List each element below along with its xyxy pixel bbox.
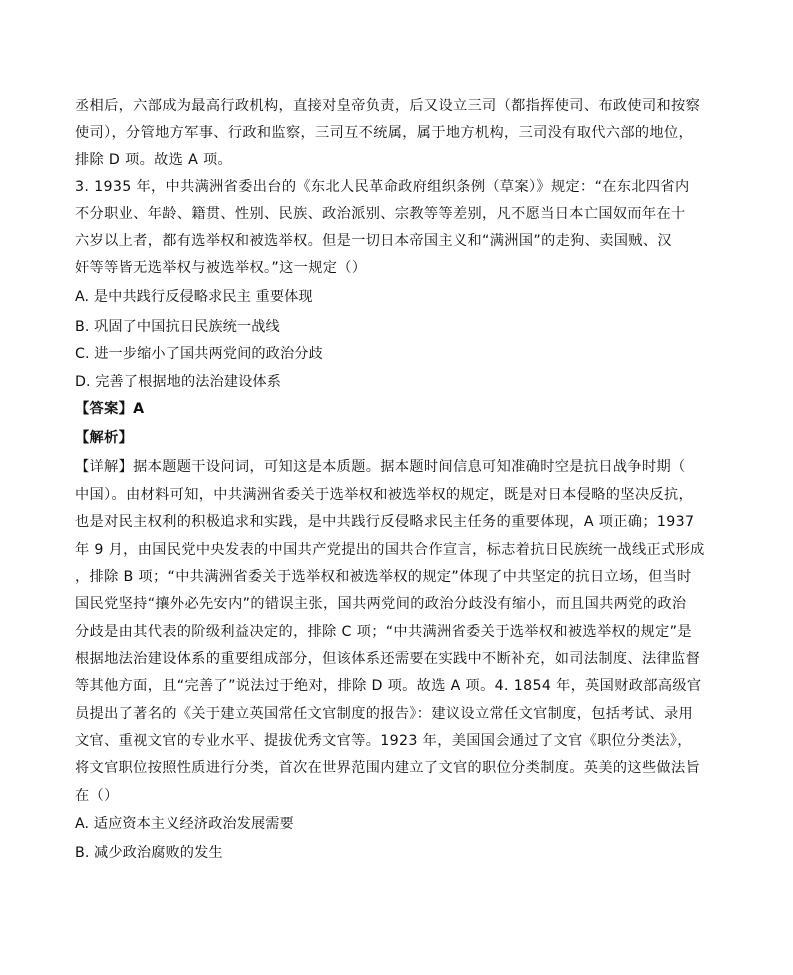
option-b: B. 巩固了中国抗日民族统一战线 [75, 319, 280, 335]
question-4-stem: 员提出了著名的《关于建立英国常任文官制度的报告》：建议设立常任文官制度，包括考试、录用 [75, 706, 694, 722]
analysis-text: 中国）。由材料可知，中共满洲省委关于选举权和被选举权的规定，既是对日本侵略的坚决反抗， [75, 487, 694, 503]
analysis-text: 国民党坚持“攘外必先安内”的错误主张，国共两党间的政治分歧没有缩小，而且国共两党的政治 [75, 596, 687, 612]
analysis-text: 等其他方面，且“完善了”说法过于绝对，排除 D 项。故选 A 项。4. 1854 年，英国财政部高级官 [75, 678, 702, 694]
analysis-text: 也是对民主权利的积极追求和实践，是中共践行反侵略求民主任务的重要体现，A 项正确；1937 [75, 514, 695, 530]
option-c: C. 进一步缩小了国共两党间的政治分歧 [75, 346, 323, 362]
option-b: B. 减少政治腐败的发生 [75, 845, 223, 861]
option-a: A. 是中共践行反侵略求民主 重要体现 [75, 289, 313, 305]
text-line: 在（） [75, 788, 119, 804]
analysis-text: 【详解】据本题题干设问词，可知这是本质题。据本题时间信息可知准确时空是抗日战争时期（ [75, 459, 686, 475]
analysis-text: 年 9 月，由国民党中央发表的中国共产党提出的国共合作宣言，标志着抗日民族统一战线正式形成 [75, 542, 705, 558]
text-line: 奸等等皆无选举权与被选举权。”这一规定（） [75, 260, 367, 276]
analysis-text: 根据地法治建设体系的重要组成部分，但该体系还需要在实践中不断补充，如司法制度、法律监督 [75, 651, 701, 667]
answer-label: 【答案】A [75, 401, 145, 417]
text-line: 文官、重视文官的专业水平、提拔优秀文官等。1923 年，美国国会通过了文官《职位分类法》， [75, 733, 692, 749]
text-line: 将文官职位按照性质进行分类，首次在世界范围内建立了文官的职位分类制度。英美的这些做法旨 [75, 760, 701, 776]
option-a: A. 适应资本主义经济政治发展需要 [75, 816, 294, 832]
text-line: 排除 D 项。故选 A 项。 [75, 152, 233, 168]
text-line: 使司），分管地方军事、行政和监察，三司互不统属，属于地方机构，三司没有取代六部的地位， [75, 125, 694, 141]
analysis-heading: 【解析】 [75, 430, 134, 446]
option-d: D. 完善了根据地的法治建设体系 [75, 374, 281, 390]
text-line: 丞相后，六部成为最高行政机构，直接对皇帝负责，后又设立三司（都指挥使司、布政使司和按察 [75, 98, 701, 114]
analysis-text: ，排除 B 项；“中共满洲省委关于选举权和被选举权的规定”体现了中共坚定的抗日立场，但当时 [75, 569, 692, 585]
analysis-text: 分歧是由其代表的阶级利益决定的，排除 C 项；“中共满洲省委关于选举权和被选举权的规定”是 [75, 624, 692, 640]
text-line: 六岁以上者，都有选举权和被选举权。但是一切日本帝国主义和“满洲国”的走狗、卖国贼、汉 [75, 233, 672, 249]
question-3-stem: 3. 1935 年，中共满洲省委出台的《东北人民革命政府组织条例（草案）》规定：“在东北四省内 [75, 179, 690, 195]
text-line: 不分职业、年龄、籍贯、性别、民族、政治派别、宗教等等差别，凡不愿当日本亡国奴而年在十 [75, 206, 686, 222]
